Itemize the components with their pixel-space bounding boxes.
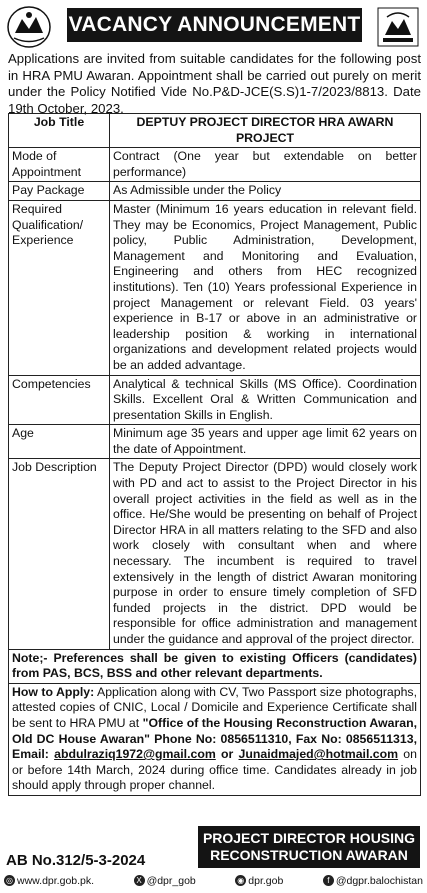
row-label: Job Description	[9, 459, 110, 649]
row-label: Age	[9, 425, 110, 459]
row-value: Analytical & technical Skills (MS Office). Coordination Skills. Excellent Oral & Written Communication and presentation Skills in English.	[110, 375, 421, 425]
government-emblem-icon	[6, 5, 52, 49]
table-header-row	[9, 114, 421, 148]
row-label: Required Qualification/ Experience	[9, 200, 110, 375]
row-label: Pay Package	[9, 182, 110, 201]
intro-paragraph: Applications are invited from suitable candidates for the following post in HRA PMU Awaran. Appointment shall be carried out purely on merit under the Policy Notified Vide No.P&D-JCE(S.S)1-7/2023/8813. Date 19th October, 2023.	[8, 51, 421, 116]
social-item[interactable]	[235, 875, 283, 887]
email-link-2[interactable]: Junaidmajed@hotmail.com	[238, 747, 399, 762]
issuer-box	[198, 826, 420, 868]
column-header-job-title: Job Title	[9, 114, 110, 148]
table-row	[9, 425, 421, 459]
instagram-icon: ◉	[235, 875, 246, 886]
apply-text: Application along with CV, Two Passport size photographs, attested copies of CNIC, Local / Domicile and Experience Certificate shall be sent to HRA PMU at	[12, 684, 417, 730]
table-row	[9, 375, 421, 425]
how-to-apply-label: How to Apply:	[12, 684, 95, 699]
table-row	[9, 200, 421, 375]
facebook-icon: f	[323, 875, 334, 886]
social-text: www.dpr.gob.pk.	[17, 874, 95, 887]
issuer-line-2: RECONSTRUCTION AWARAN	[210, 847, 408, 863]
social-bar	[0, 870, 427, 891]
social-item[interactable]	[134, 875, 196, 887]
table-row	[9, 459, 421, 649]
table-row	[9, 182, 421, 201]
apply-row	[9, 683, 421, 795]
note-row	[9, 649, 421, 683]
how-to-apply	[9, 683, 421, 795]
row-label: Competencies	[9, 375, 110, 425]
social-text: @dpr_gob	[146, 874, 196, 887]
row-value: Master (Minimum 16 years education in relevant field. They may be Economics, Project Management, Public policy, Public Administration, Development, Management and Monitoring and Evaluation, Engineering and others from HEC recognized institutions). Ten (10) Years professional Experience in project Management or relevant Field. 03 years' experience in B-17 or above in an administrative or leadership position & working in international organizations and development related projects would be an added advantage.	[110, 200, 421, 375]
job-title-value: DEPTUY PROJECT DIRECTOR HRA AWARN PROJECT	[110, 114, 421, 148]
row-label: Mode of Appointment	[9, 148, 110, 182]
header	[3, 3, 424, 48]
row-value: Contract (One year but extendable on better performance)	[110, 148, 421, 182]
page-title: VACANCY ANNOUNCEMENT	[67, 8, 362, 42]
table-row	[9, 148, 421, 182]
social-text: @dgpr.balochistan	[335, 874, 423, 887]
issuer-line-1: PROJECT DIRECTOR HOUSING	[202, 830, 416, 846]
preference-note: Note;- Preferences shall be given to existing Officers (candidates) from PAS, BCS, BSS and other relevant departments.	[9, 649, 421, 683]
email-link-1[interactable]: abdulraziq1972@gmail.com	[54, 747, 216, 762]
row-value: The Deputy Project Director (DPD) would closely work with PD and act to assist to the Project Director in his overall project activities in the field as well as in the office. He/She would be presenting on behalf of Project Director HRA in all matters relating to the SFD and also work closely with consultant when and where necessary. The incumbent is required to travel extensively in the length of district Awaran monitoring purpose in order to ensure timely completion of SFD funded projects in the district. DPD would be responsible for office administration and management under the guidance and approval of the project director.	[110, 459, 421, 649]
x-twitter-icon: X	[134, 875, 145, 886]
office-address: "Office of the Housing Reconstruction Awaran, Old DC House Awaran"	[12, 715, 417, 746]
globe-icon: ◎	[4, 875, 15, 886]
ad-number: AB No.312/5-3-2024	[6, 852, 146, 869]
social-text: dpr.gob	[248, 874, 284, 887]
email-or: or	[215, 747, 239, 762]
social-item[interactable]	[323, 875, 423, 887]
balochistan-emblem-icon	[375, 5, 421, 49]
row-value: As Admissible under the Policy	[110, 182, 421, 201]
social-item[interactable]	[4, 875, 94, 887]
row-value: Minimum age 35 years and upper age limit 62 years on the date of Appointment.	[110, 425, 421, 459]
deadline-text: on or before 14th March, 2024 during office time. Candidates already in job should apply through proper channel.	[12, 747, 417, 793]
phone-fax: Phone No: 0856511310, Fax No: 0856511313, Email:	[12, 731, 417, 762]
vacancy-table	[8, 113, 421, 796]
